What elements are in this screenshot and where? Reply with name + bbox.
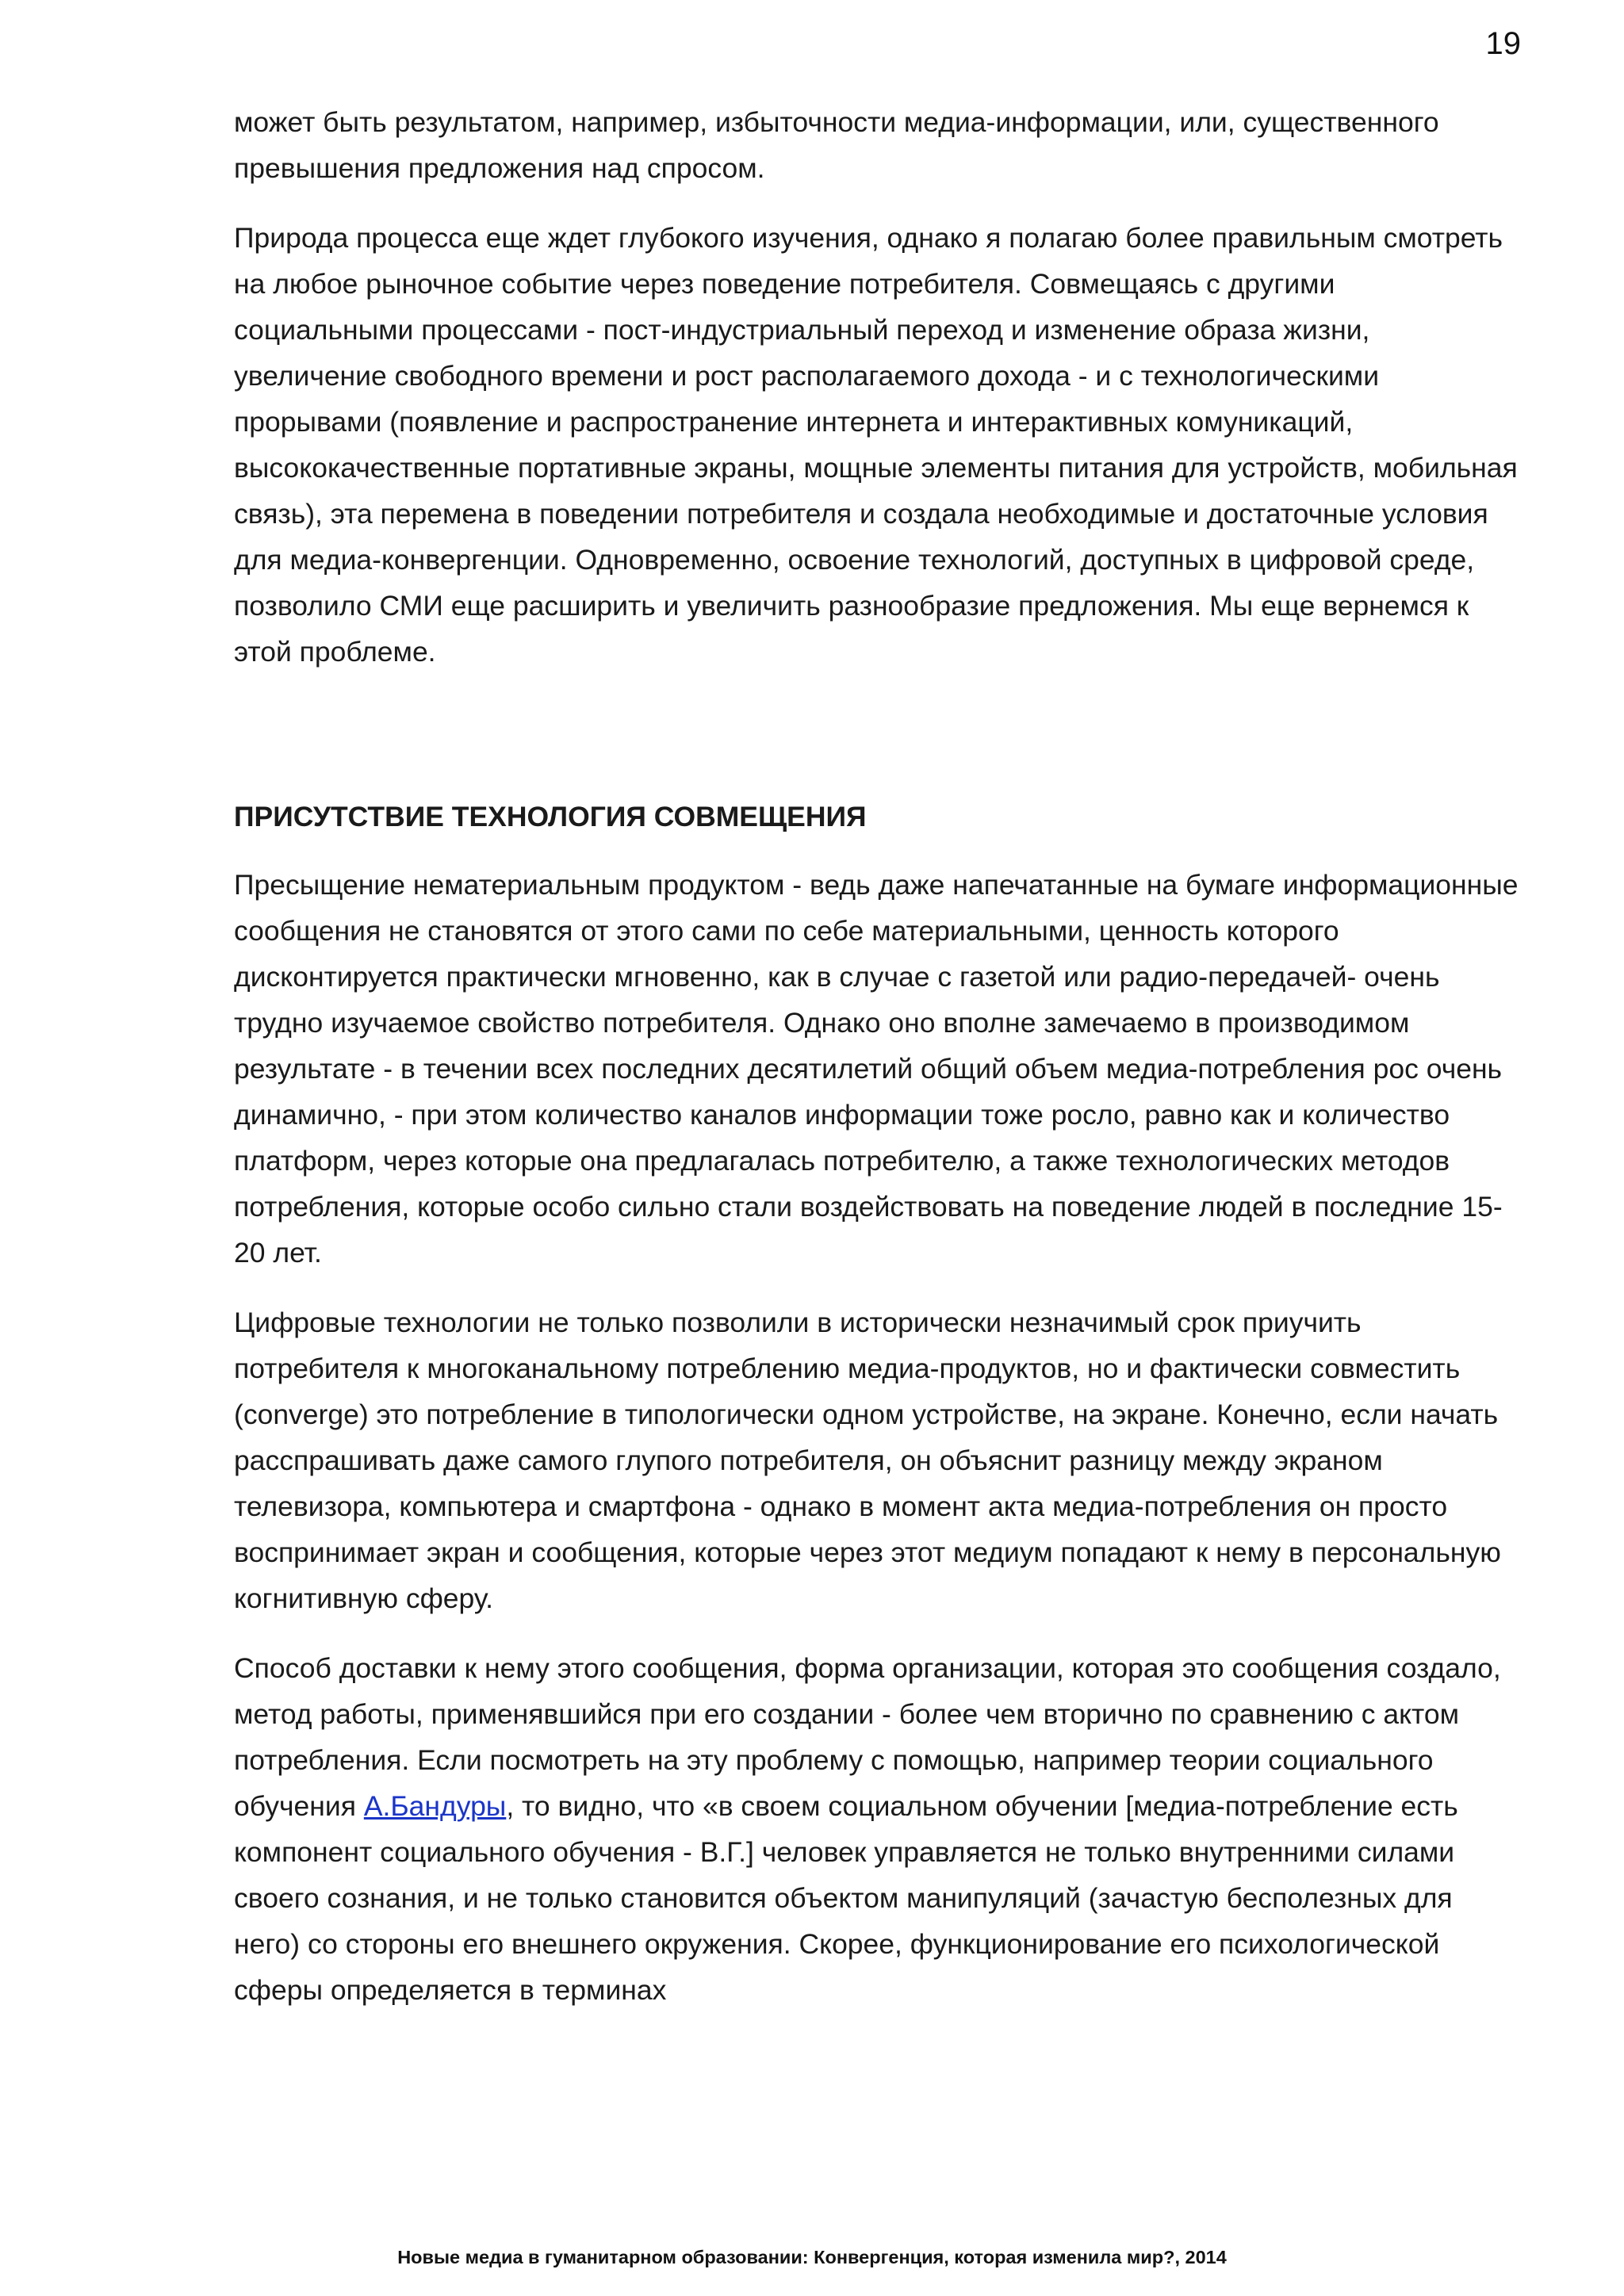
page-footer: Новые медиа в гуманитарном образовании: Конвергенция, которая изменила мир?, 2014	[397, 2247, 1227, 2267]
section-heading: ПРИСУТСТВИЕ ТЕХНОЛОГИЯ СОВМЕЩЕНИЯ	[234, 801, 867, 832]
section-spacer	[234, 698, 1519, 794]
paragraph-digital-tech: Цифровые технологии не только позволили в исторически незначимый срок приучить потребителя к многоканальному потреблению медиа-продуктов, но и фактически совместить (converge) это потребление в типологически одном устройстве, на экране. Конечно, если начать расспрашивать даже самого глупого потребителя, он объяснит разницу между экраном телевизора, компьютера и смартфона - однако в момент акта медиа-потребления он просто воспринимает экран и сообщения, которые через этот медиум попадают к нему в персональную когнитивную сферу.	[234, 1307, 1501, 1614]
paragraph-text-after-link: , то видно, что «в своем социальном обучении [медиа-потребление есть компонент социального обучения - В.Г.] человек управляется не только внутренними силами своего сознания, и не только становится объектом манипуляций (зачастую бесполезных для него) со стороны его внешнего окружения. Скорее, функционирование его психологической сферы определяется в терминах	[234, 1790, 1458, 2006]
paragraph-process-nature: Природа процесса еще ждет глубокого изучения, однако я полагаю более правильным смотреть на любое рыночное событие через поведение потребителя. Совмещаясь с другими социальными процессами - пост-индустриальный переход и изменение образа жизни, увеличение свободного времени и рост располагаемого дохода - и с технологическими прорывами (появление и распространение интернета и интерактивных комуникаций, высококачественные портативные экраны, мощные элементы питания для устройств, мобильная связь), эта перемена в поведении потребителя и создала необходимые и достаточные условия для медиа-конвергенции. Одновременно, освоение технологий, доступных в цифровой среде, позволило СМИ еще расширить и увеличить разнообразие предложения. Мы еще вернемся к этой проблеме.	[234, 222, 1518, 668]
paragraph-continuation: может быть результатом, например, избыточности медиа-информации, или, существенного превышения предложения над спросом.	[234, 106, 1439, 184]
paragraph-text-before-link: Способ доставки к нему этого сообщения, форма организации, которая это сообщения создало, метод работы, применявшийся при его создании - более чем вторично по сравнению с актом потребления. Если посмотреть на эту проблему с помощью, например теории социального обучения	[234, 1652, 1501, 1822]
page-content	[234, 99, 1519, 2037]
page-number: 19	[1485, 26, 1521, 61]
paragraph-saturation: Пресыщение нематериальным продуктом - ведь даже напечатанные на бумаге информационные сообщения не становятся от этого сами по себе материальными, ценность которого дисконтируется практически мгновенно, как в случае с газетой или радио-передачей- очень трудно изучаемое свойство потребителя. Однако оно вполне замечаемо в производимом результате - в течении всех последних десятилетий общий объем медиа-потребления рос очень динамично, - при этом количество каналов информации тоже росло, равно как и количество платформ, через которые она предлагалась потребителю, а также технологических методов потребления, которые особо сильно стали воздействовать на поведение людей в последние 15-20 лет.	[234, 869, 1519, 1269]
paragraph-delivery-method	[234, 1645, 1519, 2013]
bandura-link[interactable]: А.Бандуры	[363, 1790, 507, 1822]
